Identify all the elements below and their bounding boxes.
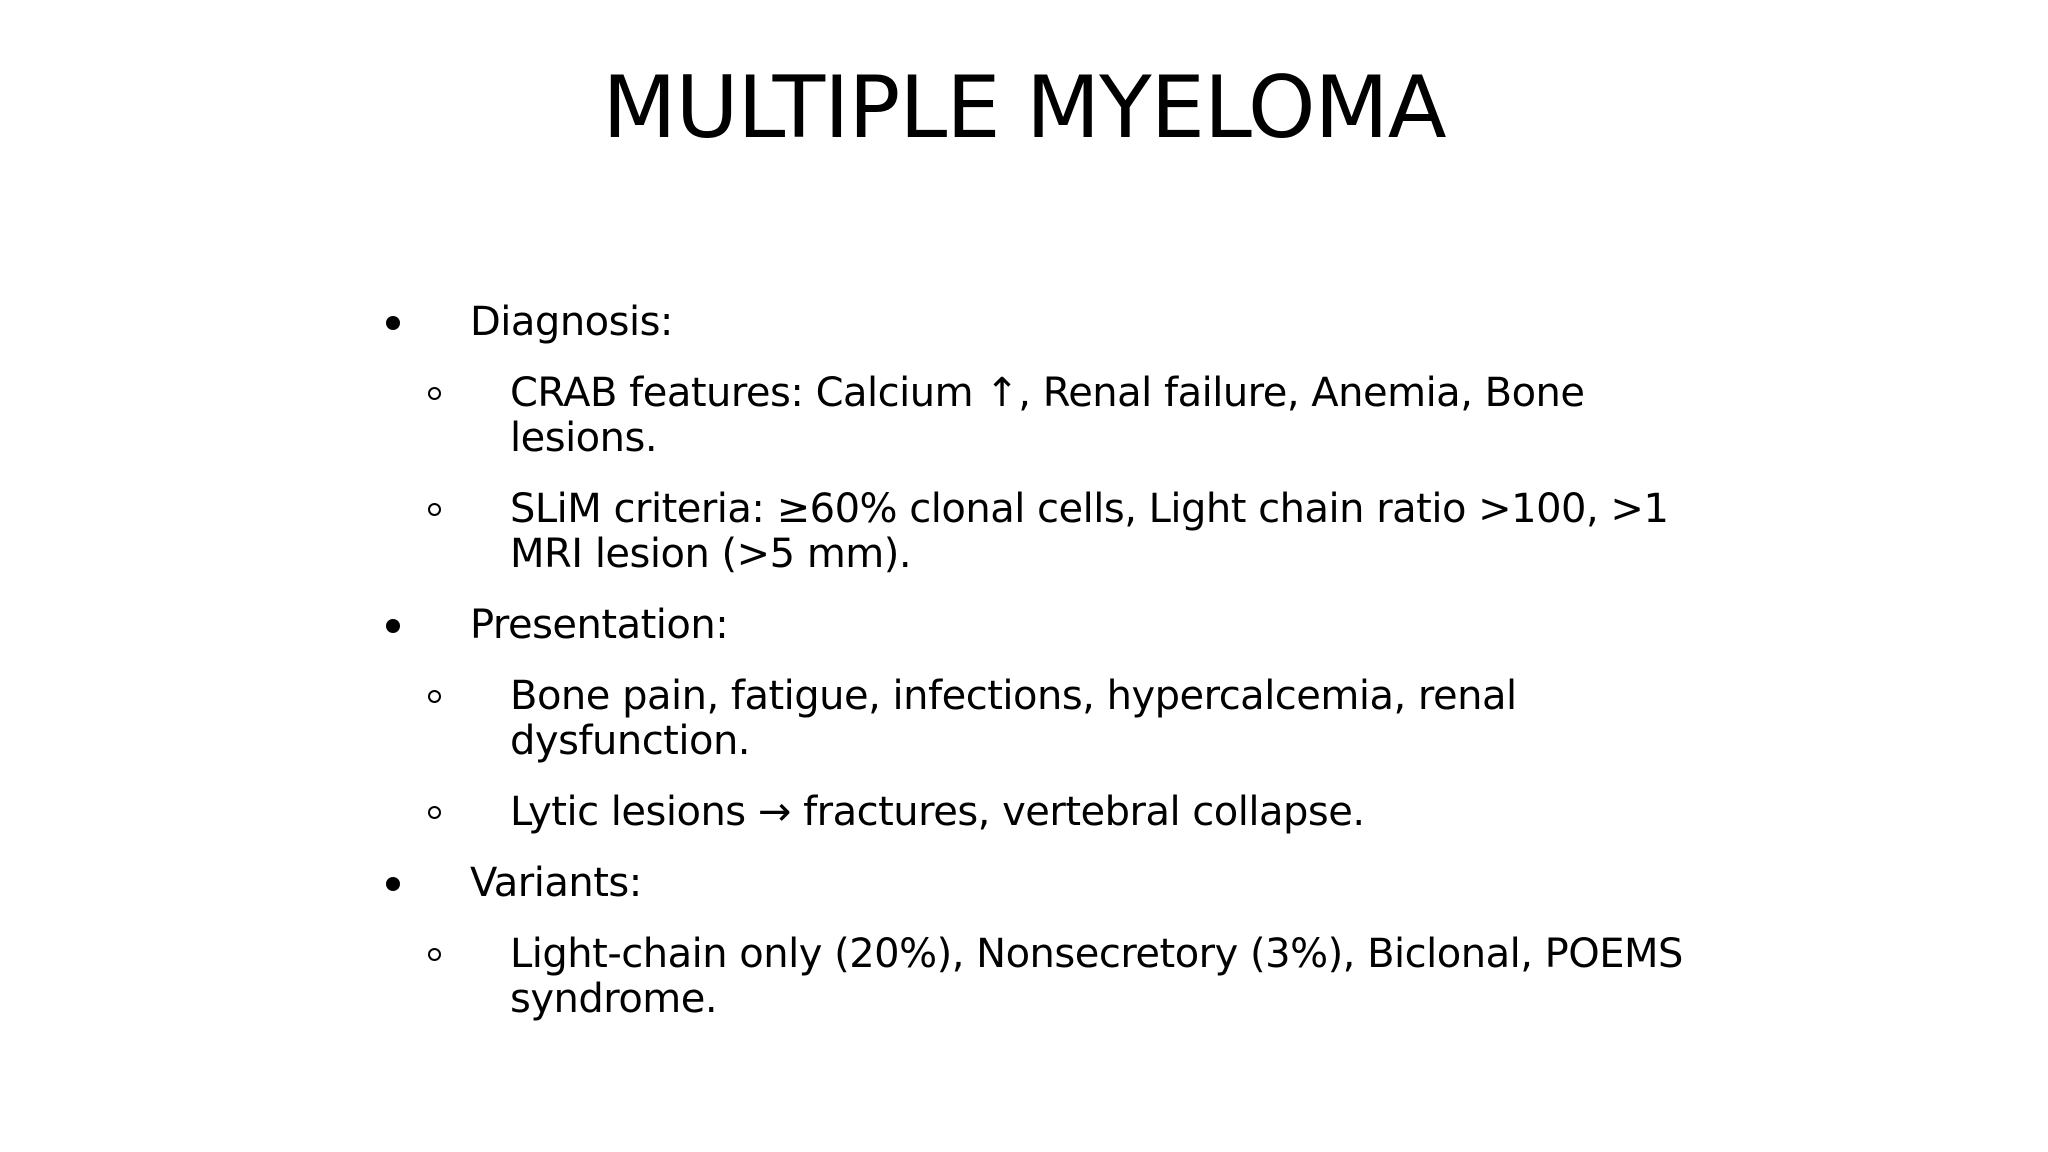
list-item-lytic-lesions — [370, 790, 1710, 835]
list-item-crab-features — [370, 371, 1710, 461]
list-item-text: Presentation: — [470, 602, 729, 648]
list-item-symptoms — [370, 674, 1710, 764]
list-item-text: Bone pain, fatigue, infections, hypercalcemia, renal dysfunction. — [510, 673, 1517, 764]
list-item-text: Lytic lesions → fractures, vertebral collapse. — [510, 789, 1365, 835]
bullet-list — [370, 300, 1710, 1048]
list-item-variants — [370, 861, 1710, 906]
filled-bullet-icon — [384, 603, 402, 648]
filled-bullet-icon — [384, 300, 402, 345]
list-item-diagnosis — [370, 300, 1710, 345]
hollow-bullet-icon — [425, 487, 443, 532]
slide-title: MULTIPLE MYELOMA — [602, 58, 1446, 158]
hollow-bullet-icon — [425, 371, 443, 416]
list-item-presentation — [370, 603, 1710, 648]
list-item-variant-types — [370, 932, 1710, 1022]
list-item-text: Diagnosis: — [470, 299, 673, 345]
list-item-text: SLiM criteria: ≥60% clonal cells, Light chain ratio >100, >1 MRI lesion (>5 mm). — [510, 486, 1669, 577]
list-item-text: Light-chain only (20%), Nonsecretory (3%), Biclonal, POEMS syndrome. — [510, 931, 1683, 1022]
hollow-bullet-icon — [425, 932, 443, 977]
hollow-bullet-icon — [425, 790, 443, 835]
list-item-text: CRAB features: Calcium ↑, Renal failure, Anemia, Bone lesions. — [510, 370, 1585, 461]
filled-bullet-icon — [384, 861, 402, 906]
hollow-bullet-icon — [425, 674, 443, 719]
list-item-text: Variants: — [470, 860, 642, 906]
list-item-slim-criteria — [370, 487, 1710, 577]
